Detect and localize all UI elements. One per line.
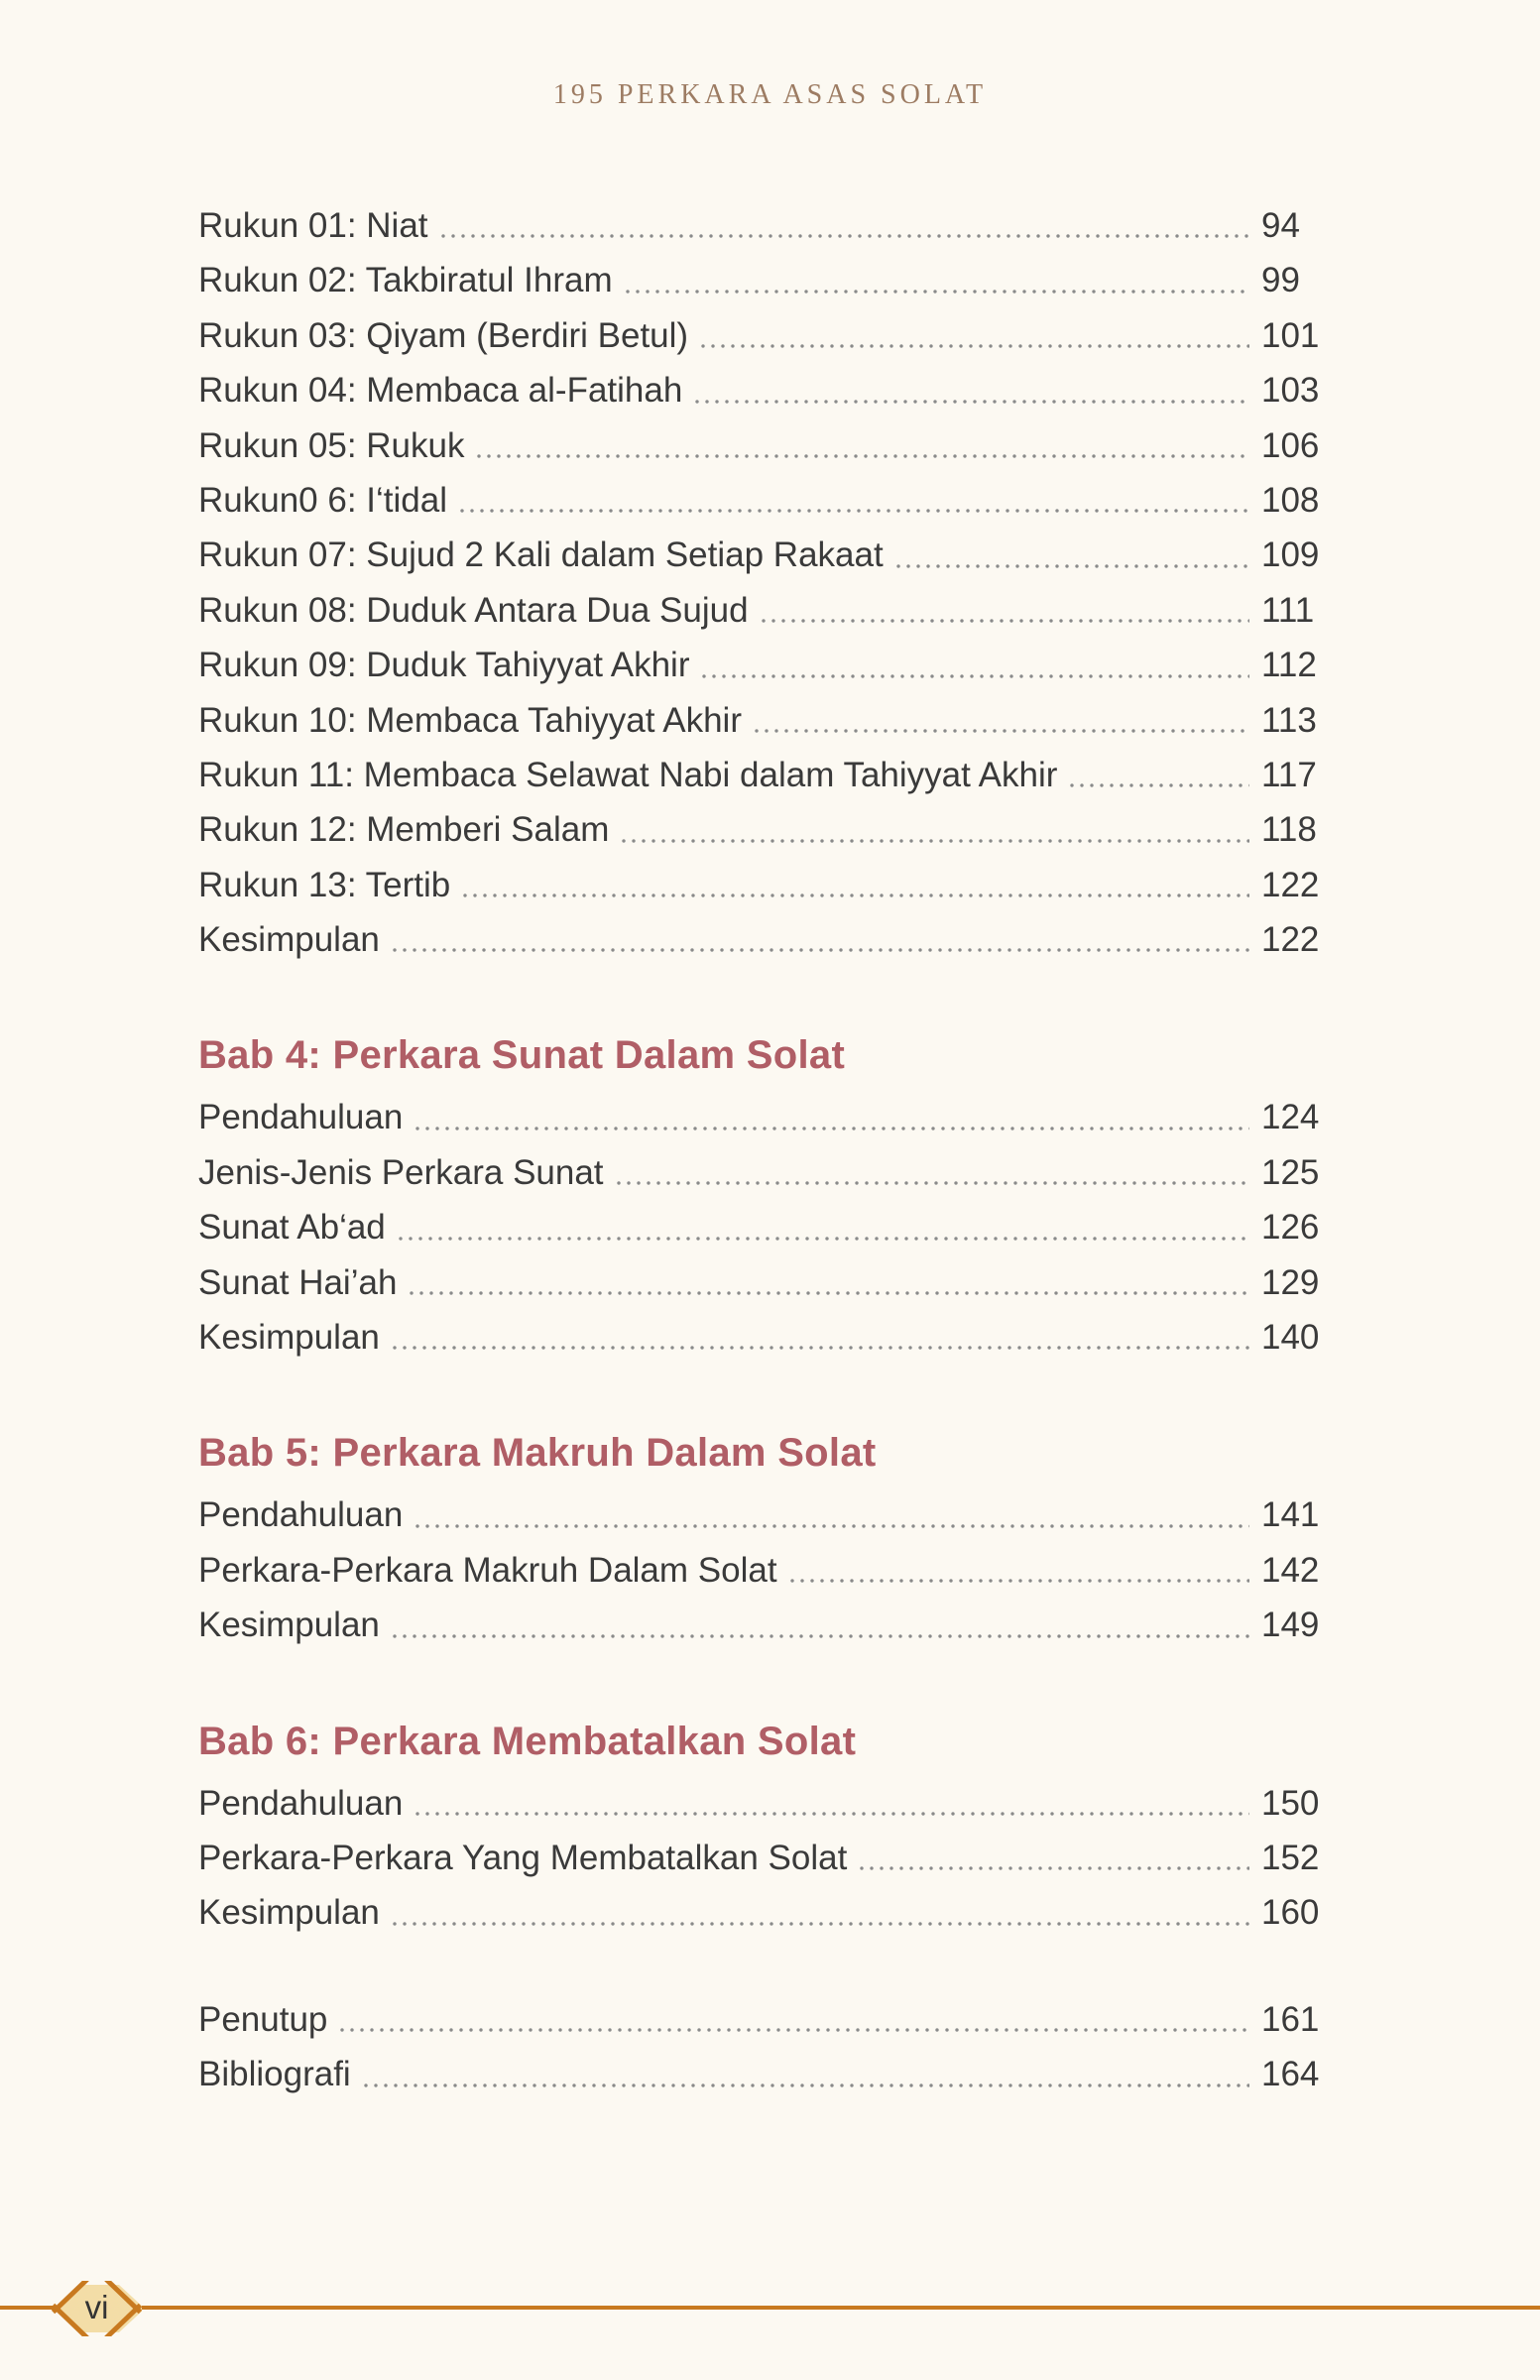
dot-leader	[413, 1776, 1249, 1831]
page-number-label: vi	[84, 2289, 109, 2325]
toc-entry	[198, 1488, 1349, 1542]
toc-entry-label: Pendahuluan	[198, 1783, 404, 1823]
toc-entry	[198, 1200, 1349, 1254]
toc-entry-page: 150	[1261, 1783, 1320, 1823]
dot-leader	[692, 363, 1249, 417]
toc-entry-label: Pendahuluan	[198, 1098, 404, 1137]
toc-entry-label: Perkara-Perkara Yang Membatalkan Solat	[198, 1838, 848, 1877]
toc-entry-page: 106	[1261, 425, 1320, 465]
toc-entry-label: Sunat Hai’ah	[198, 1262, 398, 1302]
toc-entry	[198, 2047, 1349, 2101]
toc-entry-page: 124	[1261, 1098, 1320, 1137]
toc-entry	[198, 638, 1349, 692]
toc-entry-page: 141	[1261, 1495, 1320, 1535]
toc-entry	[198, 528, 1349, 582]
toc-entry	[198, 1310, 1349, 1365]
toc-entry	[198, 363, 1349, 417]
toc-entry	[198, 308, 1349, 363]
dot-leader	[396, 1200, 1249, 1254]
toc-entry-page: 129	[1261, 1262, 1320, 1302]
toc-entry-page: 125	[1261, 1152, 1320, 1192]
toc-entry	[198, 198, 1349, 253]
toc-entry	[198, 1885, 1349, 1940]
toc-entry-label: Rukun 11: Membaca Selawat Nabi dalam Tahiyyat Akhir	[198, 755, 1058, 794]
toc-entry-page: 161	[1261, 1999, 1320, 2039]
dot-leader	[407, 1255, 1249, 1310]
dot-leader	[390, 912, 1249, 967]
toc-entry-page: 111	[1261, 590, 1315, 630]
toc-entry	[198, 912, 1349, 967]
toc-entry	[198, 473, 1349, 528]
toc-entry-page: 122	[1261, 920, 1320, 960]
toc-entry-page: 160	[1261, 1893, 1320, 1933]
dot-leader	[413, 1090, 1249, 1144]
toc-entry	[198, 1145, 1349, 1200]
toc-entry-label: Bibliografi	[198, 2055, 351, 2094]
toc-entry	[198, 1776, 1349, 1831]
toc-entry-page: 108	[1261, 480, 1320, 520]
toc-entry-label: Kesimpulan	[198, 1606, 380, 1645]
toc-entry-label: Jenis-Jenis Perkara Sunat	[198, 1152, 604, 1192]
toc-entry-page: 117	[1261, 755, 1317, 794]
toc-entry-page: 113	[1261, 700, 1317, 740]
toc-entry-label: Rukun 02: Takbiratul Ihram	[198, 261, 613, 300]
toc-entry-label: Rukun 08: Duduk Antara Dua Sujud	[198, 590, 749, 630]
dot-leader	[619, 802, 1249, 857]
toc-entry-label: Kesimpulan	[198, 1893, 380, 1933]
chapter-heading-bab-6: Bab 6: Perkara Membatalkan Solat	[198, 1719, 857, 1763]
toc-entry-label: Rukun 13: Tertib	[198, 865, 451, 904]
dot-leader	[337, 1992, 1249, 2047]
toc-entry-page: 126	[1261, 1208, 1320, 1248]
toc-entry-page: 109	[1261, 536, 1320, 575]
toc-entry-label: Rukun 05: Rukuk	[198, 425, 465, 465]
toc-entry-label: Pendahuluan	[198, 1495, 404, 1535]
dot-leader	[390, 1598, 1249, 1652]
toc-entry-page: 164	[1261, 2055, 1320, 2094]
dot-leader	[460, 858, 1249, 912]
toc-entry-page: 118	[1261, 810, 1317, 850]
toc-entry-label: Kesimpulan	[198, 1318, 380, 1358]
toc-entry-page: 122	[1261, 865, 1320, 904]
dot-leader	[759, 583, 1249, 638]
toc-entry-page: 103	[1261, 371, 1320, 411]
toc-entry-label: Penutup	[198, 1999, 328, 2039]
toc-entry-page: 140	[1261, 1318, 1320, 1358]
dot-leader	[1067, 748, 1249, 802]
toc-entry	[198, 418, 1349, 473]
footer-rule	[0, 2306, 1540, 2310]
toc-entry-label: Rukun 04: Membaca al-Fatihah	[198, 371, 683, 411]
toc-entry	[198, 693, 1349, 748]
toc-entry-page: 149	[1261, 1606, 1320, 1645]
toc-entry-label: Kesimpulan	[198, 920, 380, 960]
dot-leader	[438, 198, 1249, 253]
toc-entry	[198, 802, 1349, 857]
toc-entry-label: Perkara-Perkara Makruh Dalam Solat	[198, 1550, 777, 1590]
toc-entry-label: Rukun 09: Duduk Tahiyyat Akhir	[198, 646, 690, 685]
dot-leader	[787, 1543, 1249, 1598]
toc-entry-page: 94	[1261, 206, 1300, 245]
page-number-badge	[52, 2281, 142, 2336]
toc-entry	[198, 1598, 1349, 1652]
dot-leader	[893, 528, 1249, 582]
running-head: 195 PERKARA ASAS SOLAT	[552, 79, 988, 110]
dot-leader	[361, 2047, 1249, 2101]
dot-leader	[614, 1145, 1249, 1200]
dot-leader	[699, 638, 1249, 692]
toc-entry	[198, 583, 1349, 638]
toc-entry-label: Rukun 12: Memberi Salam	[198, 810, 610, 850]
toc-entry-label: Rukun 01: Niat	[198, 206, 428, 245]
dot-leader	[698, 308, 1249, 363]
toc-entry	[198, 1090, 1349, 1144]
table-of-contents	[198, 198, 1349, 2102]
toc-entry-page: 142	[1261, 1550, 1320, 1590]
toc-entry-label: Rukun 07: Sujud 2 Kali dalam Setiap Rakaat	[198, 536, 884, 575]
toc-entry-page: 99	[1261, 261, 1300, 300]
dot-leader	[752, 693, 1249, 748]
toc-entry-page: 101	[1261, 315, 1320, 355]
toc-entry-label: Rukun0 6: I‘tidal	[198, 480, 447, 520]
toc-entry-page: 152	[1261, 1838, 1320, 1877]
toc-entry-label: Rukun 10: Membaca Tahiyyat Akhir	[198, 700, 742, 740]
dot-leader	[390, 1885, 1249, 1940]
toc-entry	[198, 1255, 1349, 1310]
dot-leader	[623, 253, 1249, 307]
dot-leader	[390, 1310, 1249, 1365]
dot-leader	[857, 1831, 1249, 1885]
dot-leader	[457, 473, 1249, 528]
toc-entry	[198, 1543, 1349, 1598]
toc-entry	[198, 1992, 1349, 2047]
toc-entry-label: Rukun 03: Qiyam (Berdiri Betul)	[198, 315, 689, 355]
toc-entry	[198, 858, 1349, 912]
toc-entry	[198, 1831, 1349, 1885]
dot-leader	[474, 418, 1249, 473]
chapter-heading-bab-4: Bab 4: Perkara Sunat Dalam Solat	[198, 1033, 846, 1078]
toc-entry	[198, 748, 1349, 802]
toc-entry-label: Sunat Ab‘ad	[198, 1208, 386, 1248]
dot-leader	[413, 1488, 1249, 1542]
chapter-heading-bab-5: Bab 5: Perkara Makruh Dalam Solat	[198, 1431, 877, 1476]
toc-entry	[198, 253, 1349, 307]
toc-entry-page: 112	[1261, 646, 1317, 685]
